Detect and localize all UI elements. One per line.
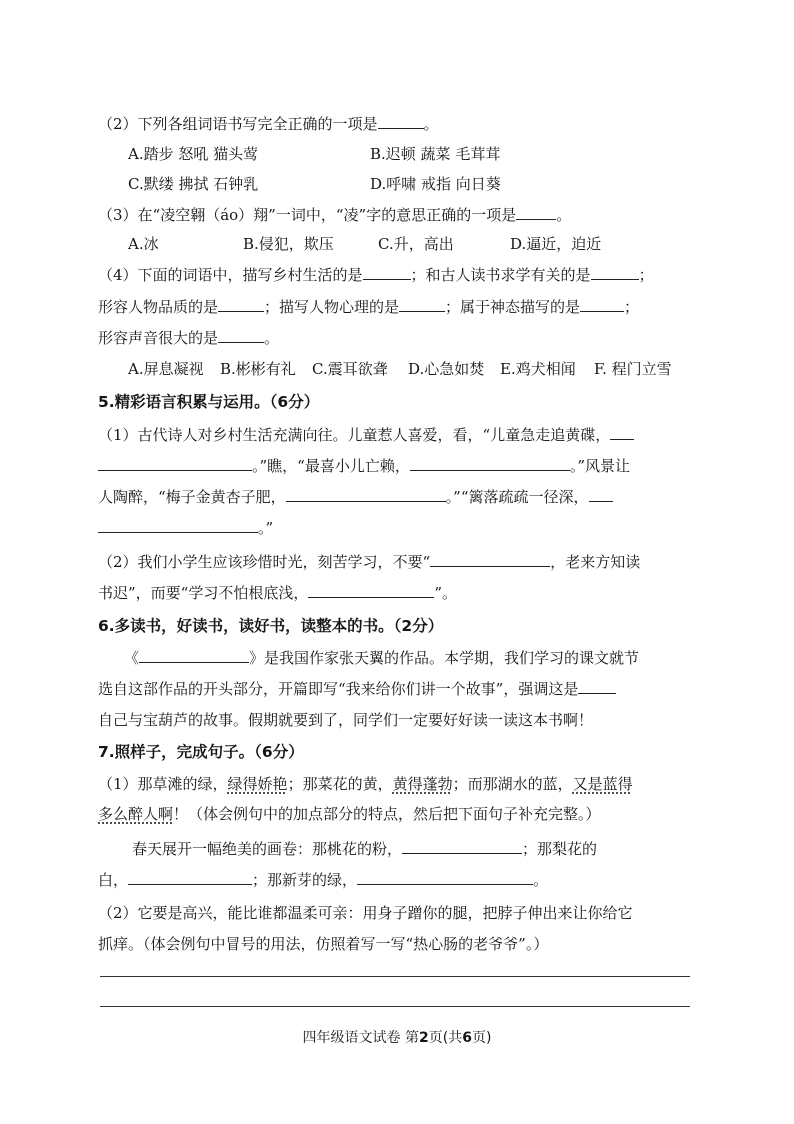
q5-1-line3 <box>98 486 613 508</box>
q4-4-blank-character[interactable] <box>218 296 264 312</box>
q7-1-blank-sprout[interactable] <box>357 869 533 885</box>
q4-3-stem <box>98 204 571 226</box>
q4-4-option-c: C.震耳欲聋 <box>312 360 388 378</box>
q4-3-option-d: D.逼近，迫近 <box>510 235 602 253</box>
q7-title: 7.照样子，完成句子。（6分） <box>98 743 304 761</box>
q4-3-answer-blank[interactable] <box>516 204 556 220</box>
q4-3-stem-end: 。 <box>556 206 572 224</box>
q5-text: 。”风景让 <box>569 457 631 475</box>
q6-text: 《 <box>124 649 140 667</box>
q5-text: 人陶醉，“梅子金黄杏子肥， <box>98 488 286 506</box>
footer-text: 页) <box>471 1030 492 1046</box>
q5-1-blank-2[interactable] <box>410 455 570 471</box>
q5-text: ”。 <box>434 584 458 602</box>
q5-1-blank-4b[interactable] <box>98 517 258 533</box>
q4-3-option-b: B.侵犯，欺压 <box>243 235 334 253</box>
q4-4-text: 形容人物品质的是 <box>98 298 219 316</box>
q7-text: 。 <box>533 871 549 889</box>
q4-2-option-d: D.呼啸 戒指 向日葵 <box>370 175 501 193</box>
q4-2-answer-blank[interactable] <box>378 113 424 129</box>
q5-text: 。”瞧，“最喜小儿亡赖， <box>252 457 410 475</box>
q4-4-blank-mind[interactable] <box>399 296 445 312</box>
q4-4-blank-expression[interactable] <box>580 296 624 312</box>
q7-text: ！（体会例句中的加点部分的特点，然后把下面句子补充完整。） <box>173 805 601 823</box>
q5-text: ，老来方知读 <box>550 553 641 571</box>
q7-text: ；而那湖水的蓝， <box>452 775 573 793</box>
q4-4-text: 形容声音很大的是 <box>98 329 219 347</box>
q4-3-option-a: A.冰 <box>128 235 159 253</box>
q4-4-option-e: E.鸡犬相闻 <box>500 360 576 378</box>
q7-2-line1: （2）它要是高兴，能比谁都温柔可亲：用身子蹭你的腿，把脖子伸出来让你给它 <box>98 904 633 922</box>
q7-1-line4 <box>98 869 548 891</box>
q4-2-option-b: B.迟顿 蔬菜 毛茸茸 <box>370 145 501 163</box>
q4-4-option-f: F. 程门立雪 <box>594 360 672 378</box>
q6-line3: 自己与宝葫芦的故事。假期就要到了，同学们一定要好好读一读这本书啊！ <box>98 711 594 729</box>
q4-4-line1 <box>98 264 654 286</box>
q7-text: ；那梨花的 <box>522 840 598 858</box>
q4-4-text: （4）下面的词语中，描写乡村生活的是 <box>98 266 363 284</box>
q7-dotted-phrase: 多么醉人啊 <box>98 805 174 823</box>
q7-2-answer-line-1[interactable] <box>100 976 690 977</box>
q6-blank-2[interactable] <box>578 678 616 694</box>
q5-text: 书迟”，而要“学习不怕根底浅， <box>98 584 309 602</box>
q4-4-text: ；属于神态描写的是 <box>445 298 581 316</box>
q7-text: ；那新芽的绿， <box>252 871 358 889</box>
q5-1-blank-1a[interactable] <box>610 424 634 440</box>
q4-4-text: ；描写人物心理的是 <box>264 298 400 316</box>
q7-1-line3 <box>132 838 597 860</box>
q7-2-answer-line-2[interactable] <box>100 1006 690 1007</box>
q6-text: 》是我国作家张天翼的作品。本学期，我们学习的课文就节 <box>249 649 640 667</box>
q5-text: （1）古代诗人对乡村生活充满向往。儿童惹人喜爱，看，“儿童急走追黄碟， <box>98 426 611 444</box>
q7-text: （1）那草滩的绿， <box>98 775 228 793</box>
page-footer <box>0 1027 794 1047</box>
q7-text: 白， <box>98 871 129 889</box>
q4-4-blank-rural[interactable] <box>363 264 411 280</box>
q7-text: ；那菜花的黄， <box>287 775 393 793</box>
q5-2-line2 <box>98 582 457 604</box>
q5-text: （2）我们小学生应该珍惜时光，刻苦学习，不要“ <box>98 553 431 571</box>
q4-2-stem-end: 。 <box>423 115 439 133</box>
q5-2-blank-1[interactable] <box>430 551 550 567</box>
q5-text: 。” <box>258 519 274 537</box>
q7-1-line1 <box>98 773 633 795</box>
q7-dotted-phrase: 黄得蓬勃 <box>392 775 453 793</box>
footer-text: 四年级语文试卷 第 <box>302 1030 419 1046</box>
q4-2-stem-text: （2）下列各组词语书写完全正确的一项是 <box>98 115 378 133</box>
q7-dotted-phrase: 绿得娇艳 <box>227 775 288 793</box>
q4-4-text: ；和古人读书求学有关的是 <box>410 266 591 284</box>
q5-1-line1 <box>98 424 634 446</box>
q5-2-line1 <box>98 551 640 573</box>
q6-line1 <box>124 647 639 669</box>
q7-1-line2 <box>98 803 601 825</box>
q5-1-blank-4a[interactable] <box>589 486 613 502</box>
footer-page-number: 2 <box>419 1030 429 1046</box>
q6-text: 选自这部作品的开头部分，开篇即写“我来给你们讲一个故事”，强调这是 <box>98 680 579 698</box>
q7-2-line2: 抓痒。（体会例句中冒号的用法，仿照着写一写“热心肠的老爷爷”。） <box>98 935 549 953</box>
q5-1-blank-1b[interactable] <box>98 455 252 471</box>
q4-3-stem-text: （3）在“凌空翱（áo）翔”一词中，“凌”字的意思正确的一项是 <box>98 206 517 224</box>
q4-4-option-d: D.心急如焚 <box>408 360 485 378</box>
q7-text: 春天展开一幅绝美的画卷：那桃花的粉， <box>132 840 403 858</box>
q4-4-option-b: B.彬彬有礼 <box>220 360 296 378</box>
q6-book-title-blank[interactable] <box>139 647 249 663</box>
q7-1-blank-pear[interactable] <box>128 869 252 885</box>
q4-2-option-a: A.踏步 怒吼 猫头莺 <box>128 145 259 163</box>
q5-1-blank-3[interactable] <box>286 486 446 502</box>
q4-2-stem <box>98 113 439 135</box>
q5-title: 5.精彩语言积累与运用。（6分） <box>98 393 320 411</box>
q4-2-option-c: C.默缕 拂拭 石钟乳 <box>128 175 259 193</box>
q7-dotted-phrase: 又是蓝得 <box>572 775 633 793</box>
q4-4-text: ； <box>638 266 654 284</box>
footer-text: 页(共 <box>428 1030 463 1046</box>
footer-total-pages: 6 <box>462 1030 472 1046</box>
q5-1-line4 <box>98 517 273 539</box>
q7-1-blank-peach[interactable] <box>402 838 522 854</box>
q5-2-blank-2[interactable] <box>308 582 434 598</box>
q4-4-line2 <box>98 296 639 318</box>
q4-4-line3 <box>98 327 279 349</box>
q4-4-blank-study[interactable] <box>591 264 639 280</box>
q4-4-text: 。 <box>264 329 280 347</box>
q4-3-option-c: C.升，高出 <box>378 235 454 253</box>
q4-4-option-a: A.屏息凝视 <box>128 360 204 378</box>
q4-4-blank-loud[interactable] <box>218 327 264 343</box>
q4-4-text: ； <box>624 298 640 316</box>
q5-text: 。”“篱落疏疏一径深， <box>445 488 589 506</box>
q5-1-line2 <box>98 455 630 477</box>
q6-title: 6.多读书，好读书，读好书，读整本的书。（2分） <box>98 617 444 635</box>
q6-line2 <box>98 678 616 700</box>
